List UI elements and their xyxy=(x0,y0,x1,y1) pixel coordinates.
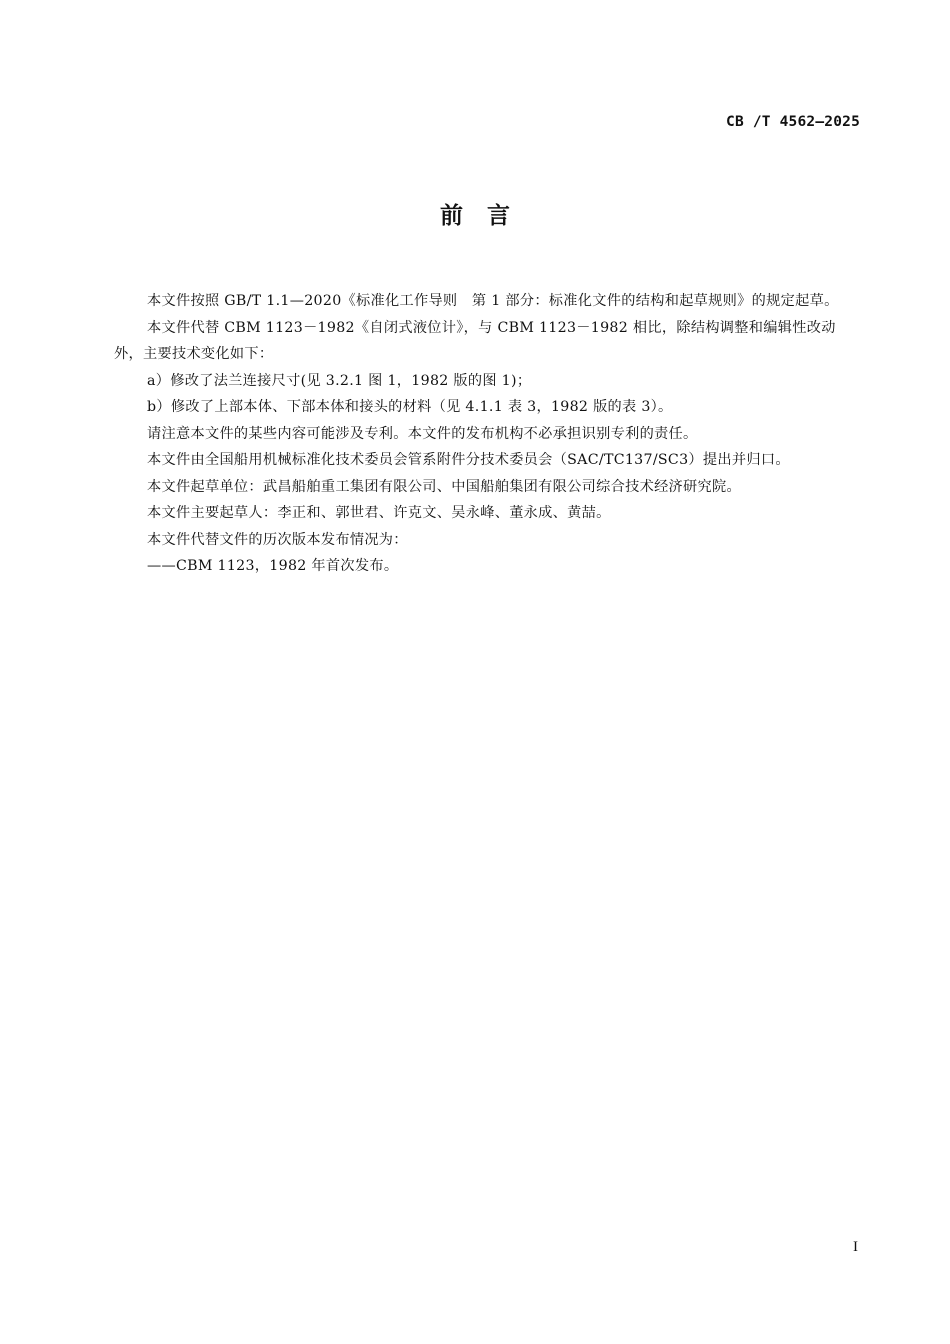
paragraph-drafting-units: 本文件起草单位：武昌船舶重工集团有限公司、中国船舶集团有限公司综合技术经济研究院。 xyxy=(147,478,741,495)
paragraph-replacement: 本文件代替 CBM 1123－1982《自闭式液位计》，与 CBM 1123－1982 相比，除结构调整和编辑性改动外，主要技术变化如下： xyxy=(114,319,836,362)
page-number: I xyxy=(853,1239,858,1255)
paragraph-patent-notice: 请注意本文件的某些内容可能涉及专利。本文件的发布机构不必承担识别专利的责任。 xyxy=(147,425,698,442)
paragraph-version-history-intro: 本文件代替文件的历次版本发布情况为： xyxy=(147,531,408,548)
page-title: 前言 xyxy=(440,203,534,229)
foreword-body xyxy=(114,288,862,580)
paragraph-proposer: 本文件由全国船用机械标准化技术委员会管系附件分技术委员会（SAC/TC137/SC3）提出并归口。 xyxy=(147,452,790,468)
paragraph-version-history-item: ——CBM 1123，1982 年首次发布。 xyxy=(147,558,399,574)
paragraph-drafters: 本文件主要起草人：李正和、郭世君、许克文、吴永峰、董永成、黄喆。 xyxy=(147,505,611,521)
list-item-change-b: b）修改了上部本体、下部本体和接头的材料（见 4.1.1 表 3，1982 版的表 3）。 xyxy=(147,399,673,415)
paragraph-drafting-rules: 本文件按照 GB/T 1.1—2020《标准化工作导则 第 1 部分：标准化文件的结构和起草规则》的规定起草。 xyxy=(147,293,839,309)
standard-number: CB /T 4562—2025 xyxy=(726,114,860,130)
list-item-change-a: a）修改了法兰连接尺寸(见 3.2.1 图 1，1982 版的图 1)； xyxy=(147,372,532,389)
